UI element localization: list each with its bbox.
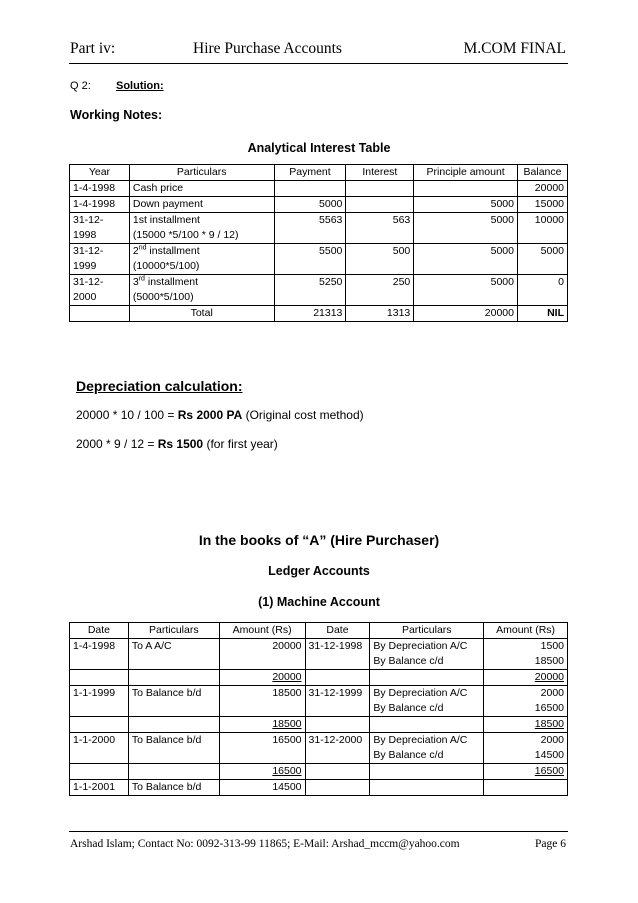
principle-cell: 5000 bbox=[414, 197, 518, 213]
depreciation-heading: Depreciation calculation: bbox=[76, 378, 243, 394]
books-title: In the books of “A” (Hire Purchaser) bbox=[198, 532, 440, 548]
debit-particulars: To Balance b/d bbox=[128, 780, 219, 796]
total-label: Total bbox=[129, 306, 274, 322]
credit-amount bbox=[484, 686, 568, 717]
footer-page-number: Page 6 bbox=[535, 838, 566, 850]
depreciation-line-1 bbox=[76, 408, 364, 422]
header-left: Part iv: bbox=[70, 40, 116, 57]
ledger-col-header: Particulars bbox=[370, 623, 484, 639]
credit-amount-value: 18500 bbox=[534, 655, 564, 667]
footer-rule bbox=[69, 831, 568, 832]
debit-total bbox=[219, 764, 305, 780]
ledger-accounts-title: Ledger Accounts bbox=[268, 564, 370, 578]
credit-amount-value: 1500 bbox=[540, 640, 564, 652]
credit-amount bbox=[484, 780, 568, 796]
debit-particulars: To A A/C bbox=[128, 639, 219, 670]
particulars-text: Cash price bbox=[132, 182, 184, 194]
blank-cell bbox=[70, 764, 129, 780]
year-cell bbox=[70, 213, 130, 244]
year-text: 31-12- bbox=[73, 245, 104, 257]
balance-cell: 15000 bbox=[517, 197, 567, 213]
debit-amount: 14500 bbox=[219, 780, 305, 796]
installment-label bbox=[133, 244, 271, 259]
debit-amount: 20000 bbox=[219, 639, 305, 670]
debit-total-value: 20000 bbox=[272, 671, 302, 683]
particulars-cell bbox=[129, 197, 274, 213]
blank-cell bbox=[128, 764, 219, 780]
interest-table-row bbox=[70, 213, 568, 244]
particulars-cell bbox=[129, 181, 274, 197]
interest-col-header: Payment bbox=[274, 165, 346, 181]
credit-date: 31-12-1999 bbox=[305, 686, 370, 717]
year-cell bbox=[70, 181, 130, 197]
ledger-col-header: Date bbox=[305, 623, 370, 639]
interest-cell: 563 bbox=[346, 213, 414, 244]
solution-label: Solution: bbox=[116, 80, 164, 92]
credit-particular-text: By Balance c/d bbox=[373, 702, 444, 714]
credit-total bbox=[484, 717, 568, 733]
debit-particulars: To Balance b/d bbox=[128, 733, 219, 764]
interest-col-header: Interest bbox=[346, 165, 414, 181]
credit-particular-text: By Depreciation A/C bbox=[373, 734, 468, 746]
depreciation-note-1: (Original cost method) bbox=[242, 408, 364, 422]
depreciation-result-2: Rs 1500 bbox=[157, 437, 204, 451]
machine-account-title: (1) Machine Account bbox=[258, 595, 380, 609]
balance-cell: 5000 bbox=[517, 244, 567, 275]
installment-word: installment bbox=[146, 245, 200, 257]
interest-cell bbox=[346, 181, 414, 197]
machine-ledger-table bbox=[69, 622, 568, 796]
depreciation-expr-1: 20000 * 10 / 100 = bbox=[76, 408, 178, 422]
year-text: 1-4-1998 bbox=[73, 182, 116, 194]
ledger-row bbox=[70, 686, 568, 717]
credit-total bbox=[484, 764, 568, 780]
payment-cell: 5000 bbox=[274, 197, 346, 213]
year-cell bbox=[70, 275, 130, 306]
credit-total-value: 20000 bbox=[534, 671, 564, 683]
blank-cell bbox=[370, 764, 484, 780]
credit-particular-text: By Balance c/d bbox=[373, 749, 444, 761]
blank-cell bbox=[128, 670, 219, 686]
credit-total-value: 16500 bbox=[534, 765, 564, 777]
interest-col-header: Year bbox=[70, 165, 130, 181]
blank-cell bbox=[305, 717, 370, 733]
installment-label bbox=[133, 275, 271, 290]
ledger-row bbox=[70, 733, 568, 764]
total-balance: NIL bbox=[517, 306, 567, 322]
installment-number: 3 bbox=[132, 276, 139, 288]
interest-cell: 250 bbox=[346, 275, 414, 306]
particulars-cell bbox=[129, 244, 274, 275]
installment-suffix: rd bbox=[138, 275, 145, 283]
particulars-text: (5000*5/100) bbox=[132, 291, 194, 303]
ledger-row bbox=[70, 639, 568, 670]
credit-amount bbox=[484, 733, 568, 764]
interest-total-row bbox=[70, 306, 568, 322]
ledger-row bbox=[70, 780, 568, 796]
credit-total bbox=[484, 670, 568, 686]
credit-date: 31-12-2000 bbox=[305, 733, 370, 764]
depreciation-note-2: (for first year) bbox=[203, 437, 278, 451]
header-title: Hire Purchase Accounts bbox=[193, 40, 342, 57]
interest-table bbox=[69, 164, 568, 322]
year-text: 1998 bbox=[73, 229, 97, 241]
depreciation-result-1: Rs 2000 PA bbox=[177, 408, 243, 422]
principle-cell: 5000 bbox=[414, 213, 518, 244]
particulars-text: 1st installment bbox=[132, 214, 200, 226]
credit-particulars bbox=[370, 686, 484, 717]
interest-cell bbox=[346, 197, 414, 213]
credit-particulars bbox=[370, 780, 484, 796]
debit-total-value: 18500 bbox=[272, 718, 302, 730]
header-right: M.COM FINAL bbox=[463, 40, 566, 57]
debit-total-value: 16500 bbox=[272, 765, 302, 777]
credit-particular-text: By Depreciation A/C bbox=[373, 687, 468, 699]
particulars-text: (15000 *5/100 * 9 / 12) bbox=[132, 229, 239, 241]
particulars-cell bbox=[129, 213, 274, 244]
total-principle: 20000 bbox=[414, 306, 518, 322]
balance-cell: 20000 bbox=[517, 181, 567, 197]
blank-cell bbox=[70, 670, 129, 686]
depreciation-line-2 bbox=[76, 437, 278, 451]
credit-particular-text: By Balance c/d bbox=[373, 655, 444, 667]
debit-date: 1-1-2000 bbox=[70, 733, 129, 764]
interest-table-title: Analytical Interest Table bbox=[247, 141, 391, 155]
installment-suffix: nd bbox=[138, 244, 147, 252]
ledger-total-row bbox=[70, 717, 568, 733]
balance-cell: 10000 bbox=[517, 213, 567, 244]
installment-word: installment bbox=[144, 276, 199, 288]
debit-total bbox=[219, 717, 305, 733]
total-payment: 21313 bbox=[274, 306, 346, 322]
debit-amount: 18500 bbox=[219, 686, 305, 717]
credit-date bbox=[305, 780, 370, 796]
payment-cell bbox=[274, 181, 346, 197]
particulars-text: (10000*5/100) bbox=[132, 260, 200, 272]
year-text: 31-12- bbox=[73, 214, 104, 226]
interest-table-row bbox=[70, 181, 568, 197]
ledger-total-row bbox=[70, 670, 568, 686]
debit-particulars: To Balance b/d bbox=[128, 686, 219, 717]
debit-date: 1-1-2001 bbox=[70, 780, 129, 796]
year-text: 1-4-1998 bbox=[73, 198, 116, 210]
interest-table-row bbox=[70, 275, 568, 306]
interest-table-header bbox=[70, 165, 568, 181]
credit-particulars bbox=[370, 639, 484, 670]
principle-cell: 5000 bbox=[414, 244, 518, 275]
ledger-col-header: Particulars bbox=[128, 623, 219, 639]
interest-col-header: Balance bbox=[517, 165, 567, 181]
interest-col-header: Particulars bbox=[129, 165, 274, 181]
debit-total bbox=[219, 670, 305, 686]
blank-cell bbox=[70, 717, 129, 733]
total-interest: 1313 bbox=[346, 306, 414, 322]
particulars-cell bbox=[129, 275, 274, 306]
header-rule bbox=[69, 63, 568, 64]
credit-particulars bbox=[370, 733, 484, 764]
year-cell bbox=[70, 197, 130, 213]
credit-date: 31-12-1998 bbox=[305, 639, 370, 670]
credit-amount-value: 14500 bbox=[534, 749, 564, 761]
payment-cell: 5563 bbox=[274, 213, 346, 244]
interest-cell: 500 bbox=[346, 244, 414, 275]
ledger-col-header: Amount (Rs) bbox=[484, 623, 568, 639]
ledger-col-header: Date bbox=[70, 623, 129, 639]
particulars-text: Down payment bbox=[132, 198, 203, 210]
blank-cell bbox=[370, 670, 484, 686]
footer-contact: Arshad Islam; Contact No: 0092-313-99 11865; E-Mail: Arshad_mccm@yahoo.com bbox=[70, 838, 460, 850]
ledger-col-header: Amount (Rs) bbox=[219, 623, 305, 639]
blank-cell bbox=[305, 670, 370, 686]
principle-cell: 5000 bbox=[414, 275, 518, 306]
year-text: 1999 bbox=[73, 260, 97, 272]
interest-col-header: Principle amount bbox=[414, 165, 518, 181]
installment-number: 2 bbox=[132, 245, 139, 257]
working-notes-heading: Working Notes: bbox=[70, 108, 163, 122]
principle-cell bbox=[414, 181, 518, 197]
credit-amount-value: 2000 bbox=[540, 734, 564, 746]
payment-cell: 5500 bbox=[274, 244, 346, 275]
ledger-table-header bbox=[70, 623, 568, 639]
blank-cell bbox=[128, 717, 219, 733]
interest-table-row bbox=[70, 197, 568, 213]
debit-date: 1-1-1999 bbox=[70, 686, 129, 717]
payment-cell: 5250 bbox=[274, 275, 346, 306]
credit-total-value: 18500 bbox=[534, 718, 564, 730]
blank-cell bbox=[70, 306, 130, 322]
balance-cell: 0 bbox=[517, 275, 567, 306]
credit-amount bbox=[484, 639, 568, 670]
year-cell bbox=[70, 244, 130, 275]
interest-table-row bbox=[70, 244, 568, 275]
credit-particular-text: By Depreciation A/C bbox=[373, 640, 468, 652]
credit-amount-value: 2000 bbox=[540, 687, 564, 699]
blank-cell bbox=[370, 717, 484, 733]
blank-cell bbox=[305, 764, 370, 780]
question-number: Q 2: bbox=[70, 80, 91, 92]
depreciation-expr-2: 2000 * 9 / 12 = bbox=[76, 437, 158, 451]
debit-amount: 16500 bbox=[219, 733, 305, 764]
credit-amount-value: 16500 bbox=[534, 702, 564, 714]
year-text: 31-12- bbox=[73, 276, 104, 288]
ledger-total-row bbox=[70, 764, 568, 780]
year-text: 2000 bbox=[73, 291, 97, 303]
debit-date: 1-4-1998 bbox=[70, 639, 129, 670]
